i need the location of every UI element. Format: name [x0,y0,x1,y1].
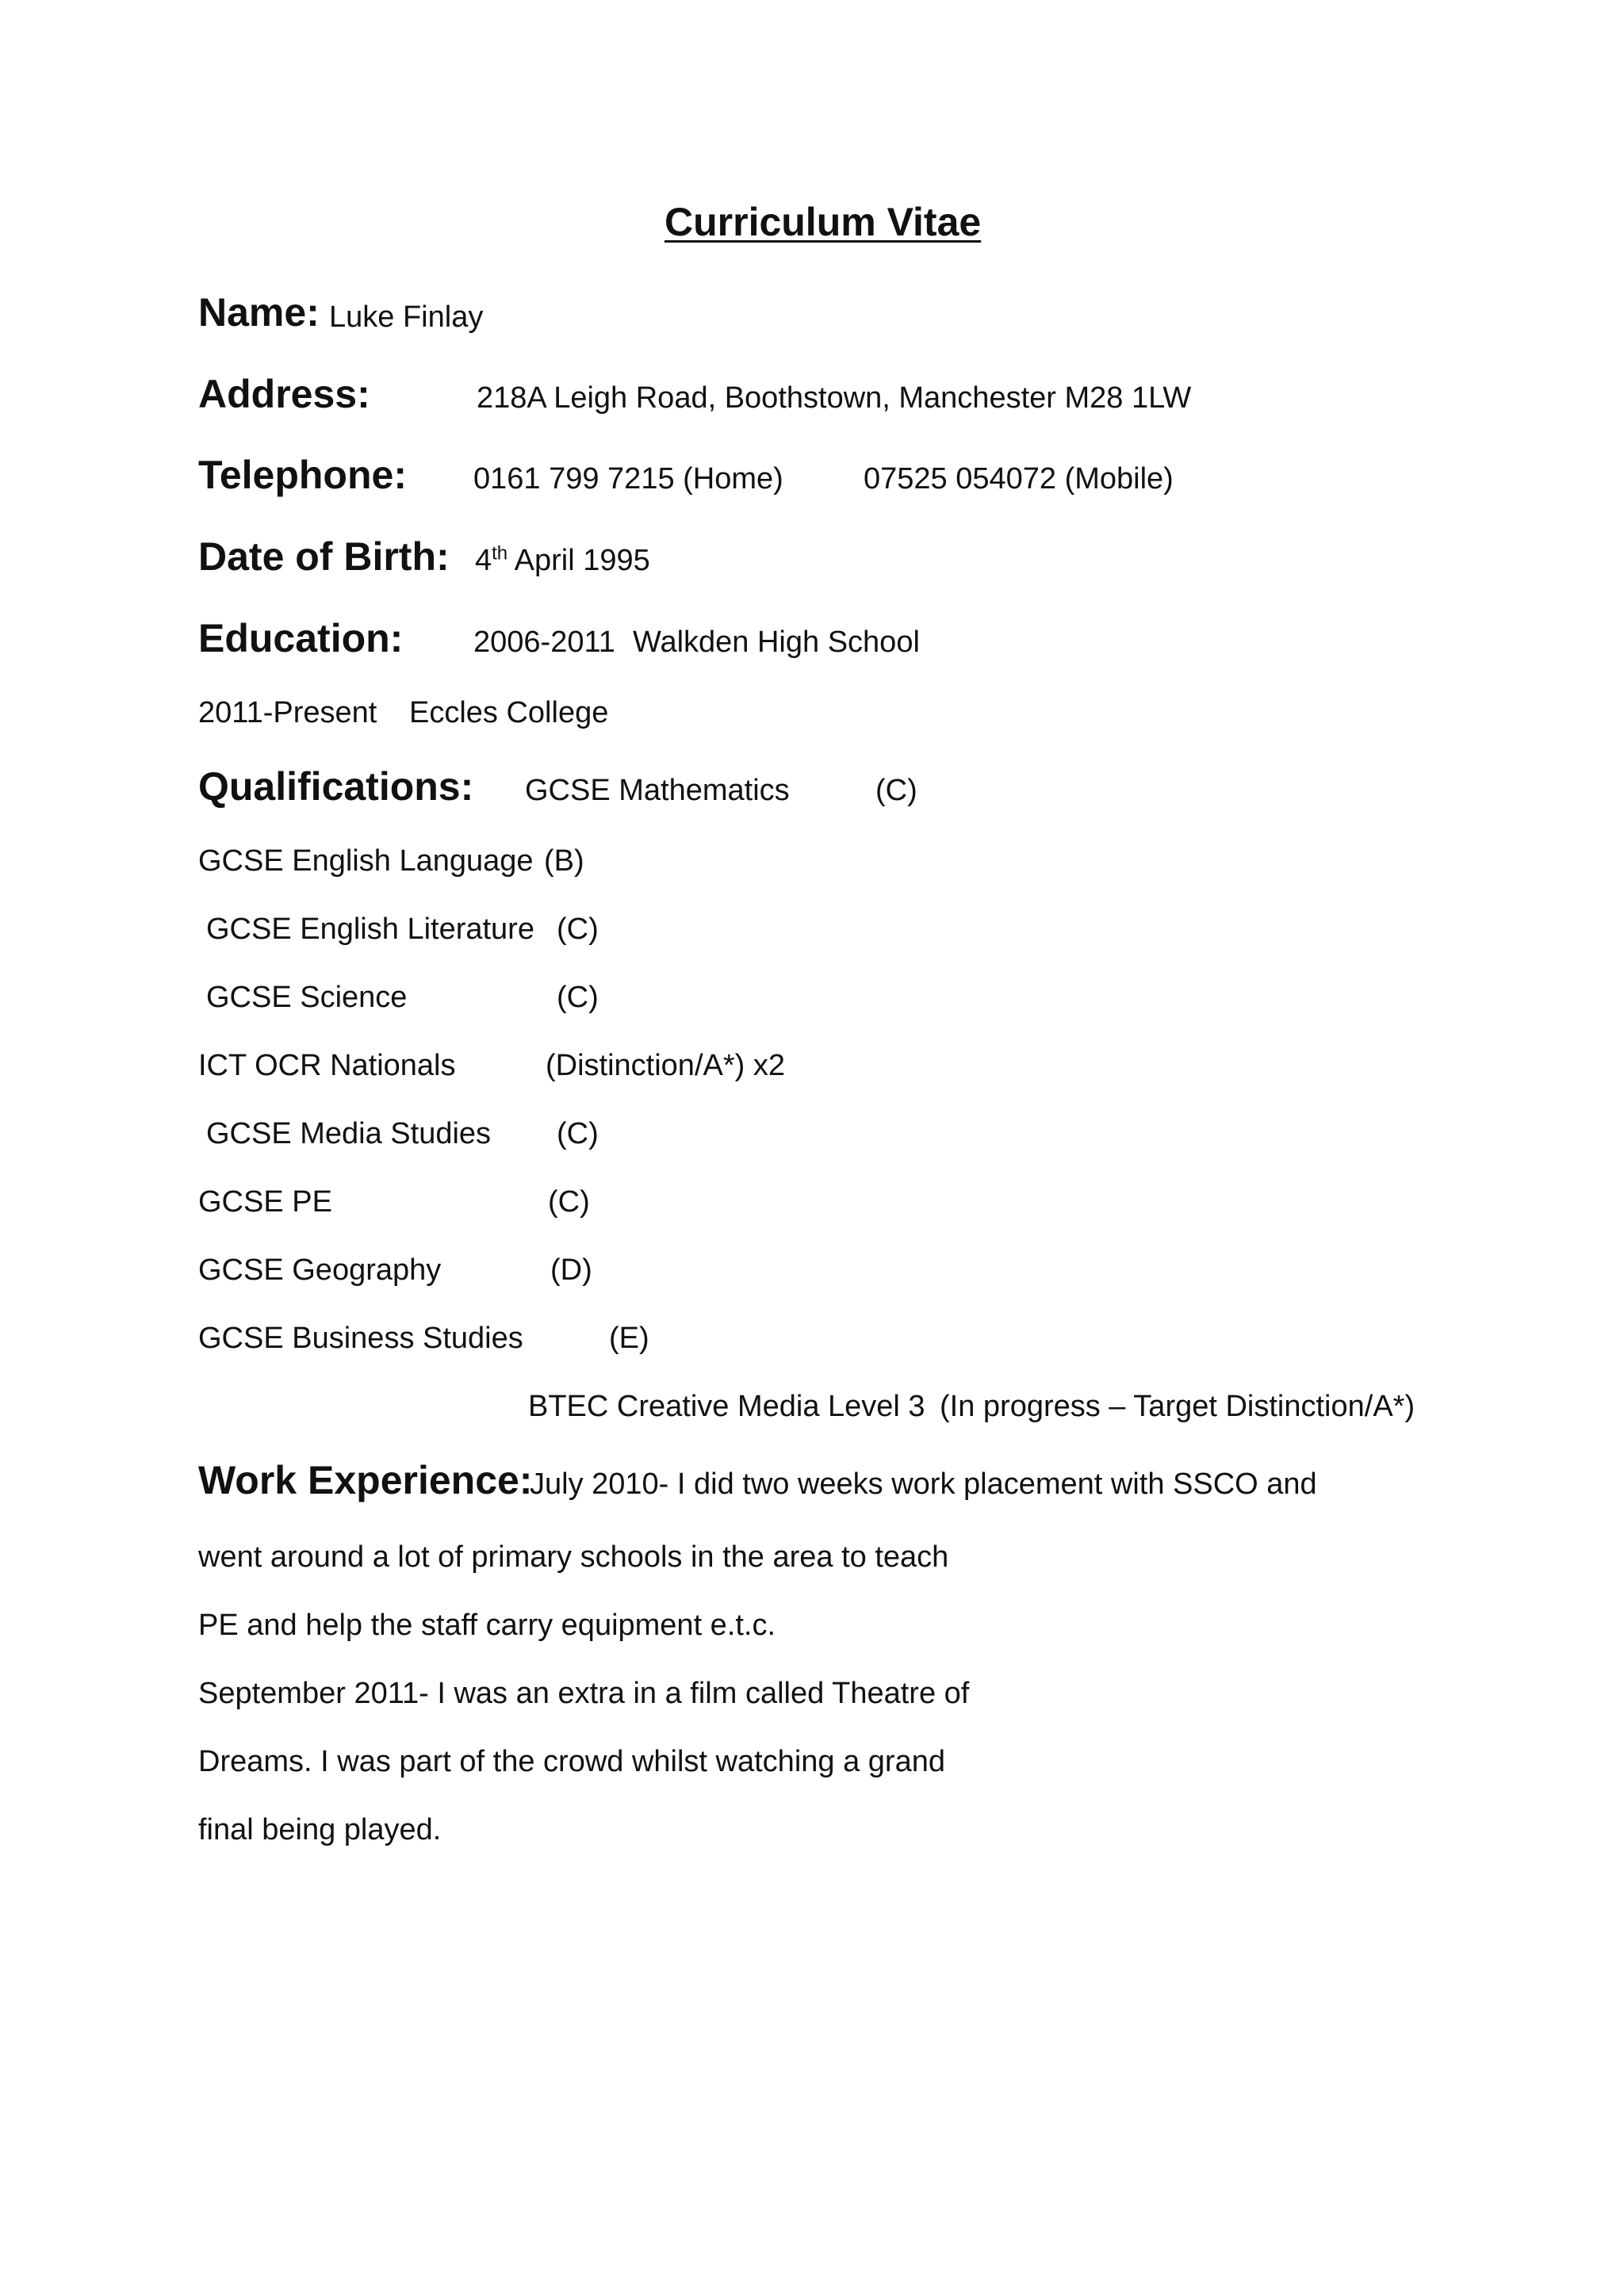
document-title: Curriculum Vitae [665,200,982,244]
qualification-grade: (D) [550,1253,592,1287]
work-experience-line: September 2011- I was an extra in a film called Theatre of [198,1677,970,1710]
address-value: 218A Leigh Road, Boothstown, Manchester M28 1LW [477,381,1192,415]
dob-label: Date of Birth: [198,534,450,579]
name-value: Luke Finlay [329,300,484,334]
work-experience-line: Dreams. I was part of the crowd whilst watching a grand [198,1745,945,1778]
qualification-subject: GCSE Science [206,981,408,1014]
qualification-grade: (C) [557,981,599,1014]
qualification-subject: GCSE Geography [198,1253,442,1287]
telephone-home: 0161 799 7215 (Home) [473,462,783,496]
qualification-grade: (E) [609,1322,649,1355]
work-experience-line: final being played. [198,1813,442,1846]
work-experience-line: PE and help the staff carry equipment e.t.c. [198,1609,776,1642]
qualification-subject: GCSE Business Studies [198,1322,523,1355]
qualification-grade: (C) [557,913,599,946]
qualification-grade: (C) [875,774,917,807]
address-label: Address: [198,372,370,416]
qualification-subject: ICT OCR Nationals [198,1049,456,1082]
dob-suffix: th [492,542,508,564]
qualification-subject: GCSE PE [198,1185,332,1219]
qualification-subject: GCSE Media Studies [206,1117,492,1150]
education-years-1: 2006-2011 [473,626,615,659]
education-school-2: Eccles College [409,696,609,729]
education-school-1: Walkden High School [633,626,920,659]
qualification-subject: GCSE English Language [198,844,534,878]
qualification-subject: GCSE English Literature [206,913,534,946]
qualification-grade: (C) [548,1185,590,1219]
telephone-mobile: 07525 054072 (Mobile) [864,462,1174,496]
education-label: Education: [198,616,404,660]
qualification-subject: GCSE Mathematics [525,774,790,807]
qualification-grade: (Distinction/A*) x2 [546,1049,785,1082]
education-years-2: 2011-Present [198,696,377,729]
work-experience-label: Work Experience: [198,1458,533,1502]
dob-day: 4 [475,544,492,577]
qualification-grade: (In progress – Target Distinction/A*) [940,1390,1415,1423]
qualification-grade: (C) [557,1117,599,1150]
work-experience-line: went around a lot of primary schools in the area to teach [198,1540,949,1574]
name-label: Name: [198,290,320,335]
telephone-label: Telephone: [198,453,407,497]
dob-rest: April 1995 [514,544,650,577]
dob-value [475,542,650,578]
qualification-grade: (B) [544,844,584,878]
qualification-subject: BTEC Creative Media Level 3 [528,1390,925,1423]
qualifications-label: Qualifications: [198,764,474,809]
work-experience-line: July 2010- I did two weeks work placement with SSCO and [530,1468,1317,1501]
